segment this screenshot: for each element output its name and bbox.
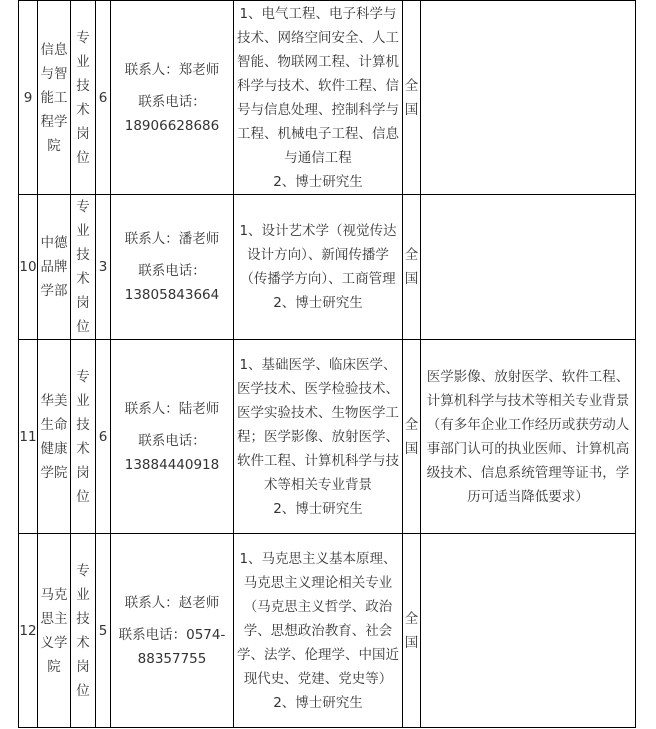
degree-requirement: 2、博士研究生 <box>273 295 363 311</box>
table-row <box>19 534 636 728</box>
contact-phone: 联系电话：0574-88357755 <box>118 626 226 667</box>
region-cell <box>403 340 421 534</box>
row-number: 9 <box>19 1 38 195</box>
degree-requirement: 2、博士研究生 <box>273 173 363 190</box>
other-requirements-cell <box>421 340 636 534</box>
headcount: 5 <box>96 534 111 728</box>
table-row <box>19 340 636 534</box>
department-name: 信息与智能工程学院 <box>40 41 68 154</box>
department-cell <box>38 340 71 534</box>
position-type: 专业技术岗位 <box>76 562 90 699</box>
degree-requirement: 2、博士研究生 <box>273 500 363 517</box>
department-cell <box>38 195 71 340</box>
row-number: 11 <box>19 340 38 534</box>
department-cell <box>38 1 71 195</box>
position-type: 专业技术岗位 <box>76 368 90 505</box>
contact-phone: 联系电话：18906628686 <box>124 93 220 134</box>
table-row <box>19 1 636 195</box>
row-number: 10 <box>19 195 38 340</box>
major-cell <box>234 1 403 195</box>
headcount: 3 <box>96 195 111 340</box>
table-row <box>19 195 636 340</box>
major-cell <box>234 340 403 534</box>
department-name: 中德品牌学部 <box>40 235 68 299</box>
headcount: 6 <box>96 1 111 195</box>
major-cell <box>234 534 403 728</box>
region: 全国 <box>404 416 419 457</box>
contact-person: 联系人：赵老师 <box>124 594 220 611</box>
contact-person: 联系人：潘老师 <box>124 231 220 247</box>
other-requirements <box>421 1 636 195</box>
headcount: 6 <box>96 340 111 534</box>
department-cell <box>38 534 71 728</box>
major-cell <box>234 195 403 340</box>
contact-phone: 联系电话：13884440918 <box>124 432 220 473</box>
contact-cell <box>111 195 234 340</box>
row-number: 12 <box>19 534 38 728</box>
region: 全国 <box>404 247 419 287</box>
position-type-cell <box>71 340 96 534</box>
region: 全国 <box>404 610 419 651</box>
department-name: 马克思主义学院 <box>40 586 68 675</box>
other-requirements <box>421 195 636 340</box>
region-cell <box>403 534 421 728</box>
region-cell <box>403 195 421 340</box>
position-type-cell <box>71 1 96 195</box>
other-requirements <box>421 534 636 728</box>
position-type-cell <box>71 534 96 728</box>
recruitment-table <box>18 0 636 728</box>
position-type-cell <box>71 195 96 340</box>
contact-cell <box>111 534 234 728</box>
major-requirements: 1、基础医学、临床医学、医学技术、医学检验技术、医学实验技术、生物医学工程；医学影像、放射医学、软件工程、计算机科学与技术等相关专业背景 <box>237 356 399 493</box>
major-requirements: 1、马克思主义基本原理、马克思主义理论相关专业（马克思主义哲学、政治学、思想政治教育、社会学、法学、伦理学、中国近现代史、党建、党史等） <box>237 550 399 687</box>
department-name: 华美生命健康学院 <box>40 392 68 481</box>
contact-cell <box>111 340 234 534</box>
position-type: 专业技术岗位 <box>76 29 90 166</box>
region: 全国 <box>404 77 419 118</box>
contact-cell <box>111 1 234 195</box>
contact-person: 联系人：郑老师 <box>124 61 220 78</box>
contact-phone: 联系电话：13805843664 <box>124 263 220 303</box>
other-requirements: 医学影像、放射医学、软件工程、计算机科学与技术等相关专业背景（有多年企业工作经历或获劳动人事部门认可的执业医师、计算机高级技术、信息系统管理等证书，学历可适当降低要求） <box>426 368 630 505</box>
degree-requirement: 2、博士研究生 <box>273 694 363 711</box>
region-cell <box>403 1 421 195</box>
major-requirements: 1、设计艺术学（视觉传达设计方向）、新闻传播学（传播学方向）、工商管理 <box>239 223 397 287</box>
position-type: 专业技术岗位 <box>76 199 90 335</box>
major-requirements: 1、电气工程、电子科学与技术、网络空间安全、人工智能、物联网工程、计算机科学与技术、软件工程、信号与信息处理、控制科学与工程、机械电子工程、信息与通信工程 <box>237 5 399 166</box>
contact-person: 联系人：陆老师 <box>124 400 220 417</box>
